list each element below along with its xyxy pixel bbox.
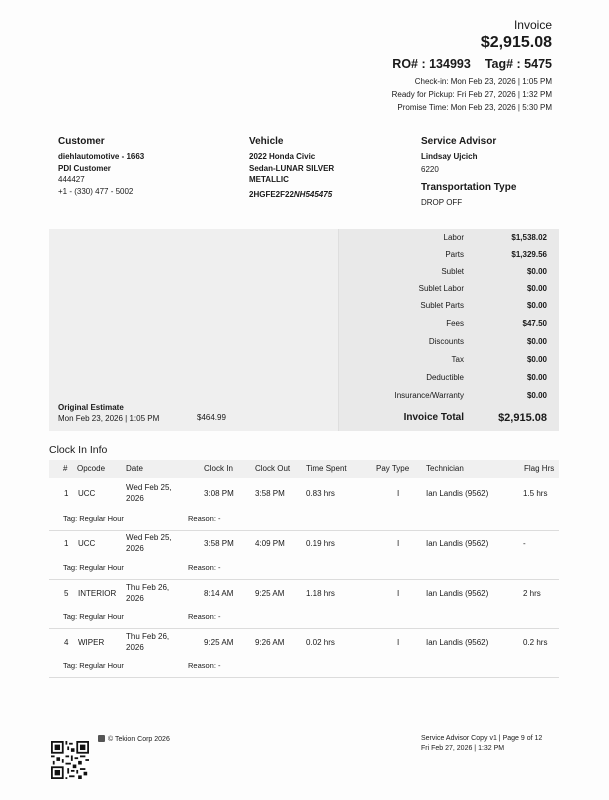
row-flag-hrs: - bbox=[523, 539, 526, 548]
row-pay-type: I bbox=[397, 489, 400, 498]
ready-for-pickup-time: Ready for Pickup: Fri Feb 27, 2026 | 1:32 PM bbox=[391, 90, 552, 99]
summary-row-sublet-labor: Sublet Labor $0.00 bbox=[418, 284, 547, 293]
vin-suffix: NH545475 bbox=[293, 189, 333, 199]
clock-in-title: Clock In Info bbox=[49, 444, 108, 456]
original-estimate-label: Original Estimate bbox=[58, 403, 124, 412]
summary-row-deductible: Deductible $0.00 bbox=[426, 373, 547, 382]
row-technician: Ian Landis (9562) bbox=[426, 638, 489, 647]
row-num: 4 bbox=[64, 638, 69, 647]
clock-row bbox=[49, 483, 559, 509]
summary-panel bbox=[49, 229, 559, 431]
row-clock-out: 9:25 AM bbox=[255, 589, 285, 598]
row-flag-hrs: 1.5 hrs bbox=[523, 489, 548, 498]
row-opcode: WIPER bbox=[78, 638, 105, 647]
header-dates bbox=[392, 75, 552, 114]
customer-phone: +1 - (330) 477 - 5002 bbox=[58, 186, 134, 196]
row-date-1: Thu Feb 26, bbox=[126, 583, 170, 592]
vehicle-heading: Vehicle bbox=[249, 136, 284, 147]
ro-number: RO# : 134993 bbox=[392, 57, 471, 71]
summary-row-labor: Labor $1,538.02 bbox=[443, 233, 547, 242]
clock-row bbox=[49, 533, 559, 559]
original-estimate-amount: $464.99 bbox=[197, 413, 226, 422]
ro-tag-line bbox=[392, 57, 552, 71]
customer-name: diehlautomotive - 1663 bbox=[58, 152, 145, 161]
row-date-2: 2026 bbox=[126, 544, 144, 553]
printed-date: Fri Feb 27, 2026 | 1:32 PM bbox=[421, 745, 505, 752]
row-reason: Reason: - bbox=[188, 612, 221, 621]
row-tag-line bbox=[49, 607, 559, 629]
col-clock-out: Clock Out bbox=[255, 464, 291, 473]
tag-number: Tag# : 5475 bbox=[484, 57, 552, 71]
transport-value: DROP OFF bbox=[421, 198, 463, 207]
row-time-spent: 0.19 hrs bbox=[306, 539, 335, 548]
row-technician: Ian Landis (9562) bbox=[426, 589, 489, 598]
row-pay-type: I bbox=[397, 638, 400, 647]
customer-heading: Customer bbox=[58, 136, 105, 147]
row-clock-out: 9:26 AM bbox=[255, 638, 285, 647]
summary-row-tax: Tax $0.00 bbox=[451, 355, 547, 364]
clock-in-header bbox=[49, 460, 559, 478]
row-opcode: INTERIOR bbox=[78, 589, 117, 598]
customer-type: PDI Customer bbox=[58, 163, 111, 173]
row-clock-in: 8:14 AM bbox=[204, 589, 234, 598]
clock-row bbox=[49, 632, 559, 658]
row-tag: Tag: Regular Hour bbox=[63, 612, 124, 621]
vehicle-block bbox=[249, 136, 399, 200]
row-clock-in: 3:58 PM bbox=[204, 539, 234, 548]
row-flag-hrs: 2 hrs bbox=[523, 589, 541, 598]
summary-row-total: Invoice Total $2,915.08 bbox=[403, 412, 547, 424]
footer-page-info bbox=[421, 734, 542, 754]
advisor-heading: Service Advisor bbox=[421, 136, 497, 147]
vin-prefix: 2HGFE2F22 bbox=[249, 189, 294, 199]
row-technician: Ian Landis (9562) bbox=[426, 489, 489, 498]
customer-number: 444427 bbox=[58, 175, 85, 184]
summary-row-discounts: Discounts $0.00 bbox=[428, 337, 547, 346]
row-date-2: 2026 bbox=[126, 494, 144, 503]
vehicle-trim: Sedan-LUNAR SILVER bbox=[249, 163, 335, 173]
summary-row-sublet: Sublet $0.00 bbox=[441, 267, 547, 276]
qr-code-icon bbox=[51, 741, 89, 779]
summary-row-insurance: Insurance/Warranty $0.00 bbox=[394, 391, 547, 400]
col-time-spent: Time Spent bbox=[306, 464, 347, 473]
copyright-text: © Tekion Corp 2026 bbox=[108, 736, 170, 743]
invoice-label: Invoice bbox=[513, 18, 552, 32]
summary-row-parts: Parts $1,329.56 bbox=[445, 250, 547, 259]
row-tag: Tag: Regular Hour bbox=[63, 661, 124, 670]
row-reason: Reason: - bbox=[188, 563, 221, 572]
row-date-1: Wed Feb 25, bbox=[126, 533, 172, 542]
invoice-total-header: $2,915.08 bbox=[480, 34, 552, 51]
invoice-header bbox=[481, 18, 552, 52]
row-num: 1 bbox=[64, 539, 69, 548]
col-clock-in: Clock In bbox=[204, 464, 233, 473]
row-tag-line bbox=[49, 558, 559, 580]
row-date-1: Thu Feb 26, bbox=[126, 632, 170, 641]
advisor-block bbox=[421, 136, 581, 209]
row-opcode: UCC bbox=[78, 489, 96, 498]
row-time-spent: 1.18 hrs bbox=[306, 589, 335, 598]
row-tag: Tag: Regular Hour bbox=[63, 514, 124, 523]
row-time-spent: 0.83 hrs bbox=[306, 489, 335, 498]
original-estimate-date: Mon Feb 23, 2026 | 1:05 PM bbox=[58, 414, 160, 423]
row-tag-line bbox=[49, 509, 559, 531]
col-pay-type: Pay Type bbox=[376, 464, 410, 473]
vehicle-model: 2022 Honda Civic bbox=[249, 152, 316, 161]
footer-copyright bbox=[98, 735, 170, 743]
vehicle-vin bbox=[249, 189, 399, 201]
row-num: 1 bbox=[64, 489, 69, 498]
row-date-2: 2026 bbox=[126, 594, 144, 603]
row-pay-type: I bbox=[397, 589, 400, 598]
col-flag-hrs: Flag Hrs bbox=[524, 464, 555, 473]
row-pay-type: I bbox=[397, 539, 400, 548]
row-time-spent: 0.02 hrs bbox=[306, 638, 335, 647]
row-clock-in: 9:25 AM bbox=[204, 638, 234, 647]
row-reason: Reason: - bbox=[188, 514, 221, 523]
promise-time: Promise Time: Mon Feb 23, 2026 | 5:30 PM bbox=[397, 103, 552, 112]
row-clock-out: 4:09 PM bbox=[255, 539, 285, 548]
col-date: Date bbox=[126, 464, 143, 473]
row-num: 5 bbox=[64, 589, 69, 598]
row-reason: Reason: - bbox=[188, 661, 221, 670]
row-technician: Ian Landis (9562) bbox=[426, 539, 489, 548]
tekion-logo-icon bbox=[98, 735, 105, 742]
vehicle-color: METALLIC bbox=[249, 175, 289, 184]
row-tag-line bbox=[49, 656, 559, 678]
transport-heading: Transportation Type bbox=[421, 182, 517, 193]
row-clock-out: 3:58 PM bbox=[255, 489, 285, 498]
col-opcode: Opcode bbox=[77, 464, 106, 473]
clock-row bbox=[49, 583, 559, 609]
totals-column bbox=[338, 229, 559, 431]
summary-row-sublet-parts: Sublet Parts $0.00 bbox=[420, 301, 547, 310]
col-num: # bbox=[63, 464, 68, 473]
advisor-id: 6220 bbox=[421, 164, 439, 174]
row-date-2: 2026 bbox=[126, 643, 144, 652]
row-clock-in: 3:08 PM bbox=[204, 489, 234, 498]
check-in-time: Check-in: Mon Feb 23, 2026 | 1:05 PM bbox=[414, 77, 552, 86]
row-date-1: Wed Feb 25, bbox=[126, 483, 172, 492]
advisor-name: Lindsay Ujcich bbox=[421, 152, 478, 161]
row-tag: Tag: Regular Hour bbox=[63, 563, 124, 572]
row-opcode: UCC bbox=[78, 539, 96, 548]
customer-block bbox=[58, 136, 228, 197]
col-technician: Technician bbox=[426, 464, 464, 473]
row-flag-hrs: 0.2 hrs bbox=[523, 638, 548, 647]
summary-row-fees: Fees $47.50 bbox=[446, 319, 547, 328]
copy-info: Service Advisor Copy v1 | Page 9 of 12 bbox=[421, 735, 543, 742]
original-estimate bbox=[58, 402, 159, 424]
